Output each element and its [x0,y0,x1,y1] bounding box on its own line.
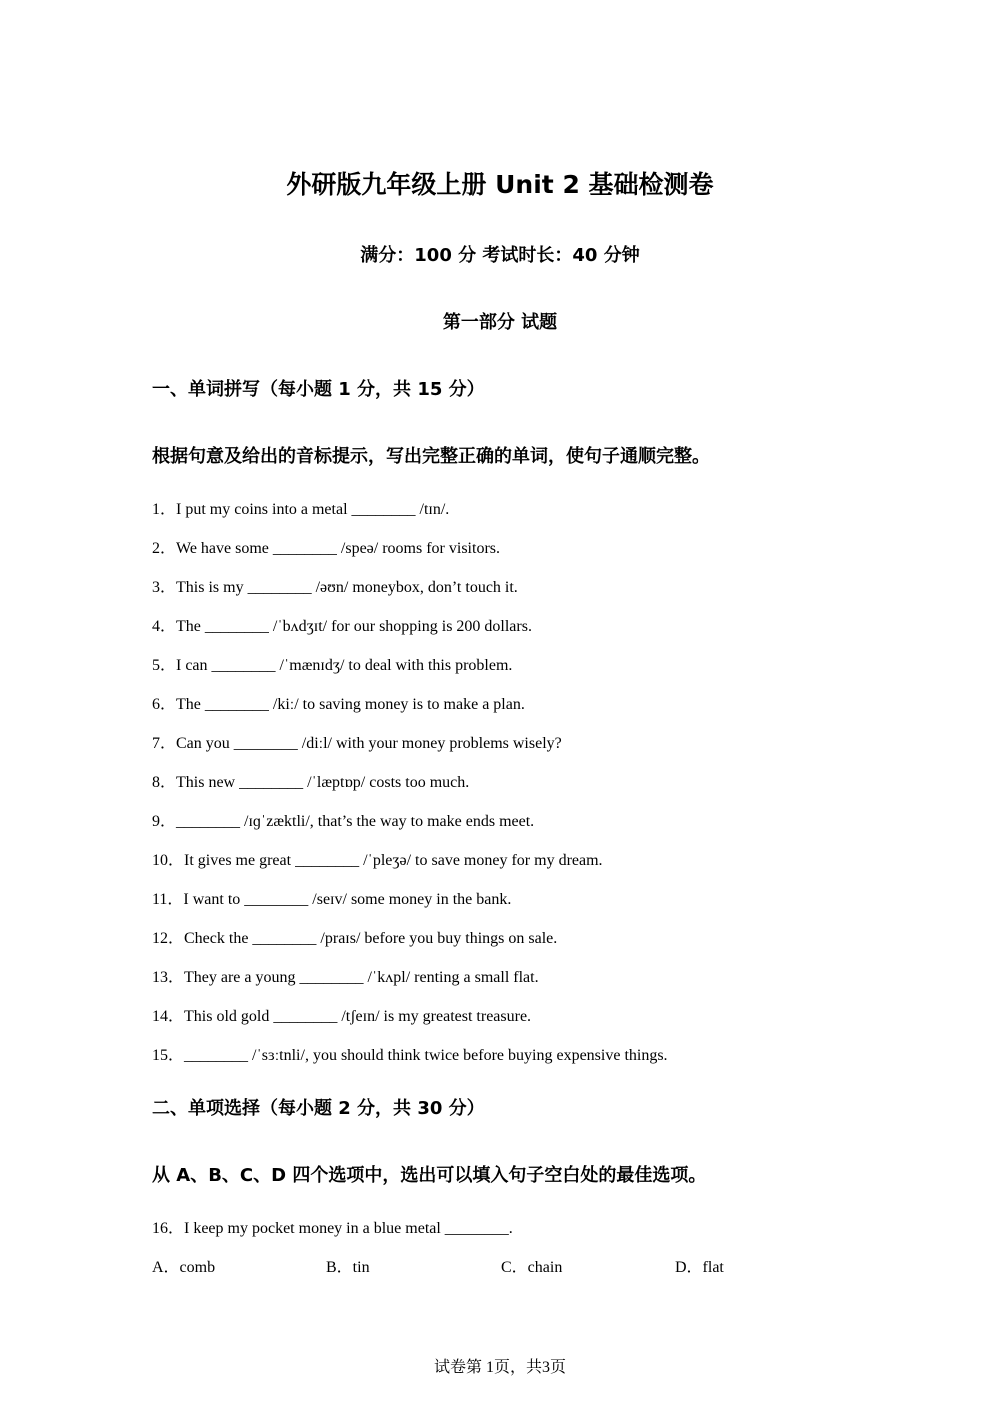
question-13: 13．They are a young ________ /ˈkʌpl/ renting a small flat. [152,969,539,986]
exam-title: 外研版九年级上册 Unit 2 基础检测卷 [286,170,714,199]
option-c: C．chain [501,1259,563,1276]
exam-subtitle: 满分：100 分 考试时长：40 分钟 [360,245,640,266]
part-heading: 第一部分 试题 [442,312,558,333]
option-a: A．comb [152,1259,216,1276]
question-5: 5．I can ________ /ˈmænɪdʒ/ to deal with this problem. [152,657,513,674]
question-15: 15．________ /ˈsɜːtnli/, you should think twice before buying expensive things. [152,1047,668,1064]
question-12: 12．Check the ________ /praɪs/ before you buy things on sale. [152,930,558,947]
section1-question-list [152,498,912,1083]
question-1: 1．I put my coins into a metal ________ /tɪn/. [152,501,450,518]
question-4: 4．The ________ /ˈbʌdʒɪt/ for our shopping is 200 dollars. [152,618,532,635]
section1-instruction: 根据句意及给出的音标提示，写出完整正确的单词，使句子通顺完整。 [152,446,710,467]
question-7: 7．Can you ________ /diːl/ with your money problems wisely? [152,735,562,752]
question-2: 2．We have some ________ /speə/ rooms for visitors. [152,540,500,557]
question-10: 10．It gives me great ________ /ˈpleʒə/ to save money for my dream. [152,852,603,869]
section2-instruction: 从 A、B、C、D 四个选项中，选出可以填入句子空白处的最佳选项。 [152,1165,707,1186]
section2-heading: 二、单项选择（每小题 2 分，共 30 分） [152,1098,485,1119]
question-11: 11．I want to ________ /seɪv/ some money in the bank. [152,891,512,908]
question-16: 16．I keep my pocket money in a blue metal ________. [152,1220,513,1237]
option-b: B．tin [326,1259,370,1276]
question-3: 3．This is my ________ /əʊn/ moneybox, don’t touch it. [152,579,518,596]
question-8: 8．This new ________ /ˈlæptɒp/ costs too much. [152,774,470,791]
section1-heading: 一、单词拼写（每小题 1 分，共 15 分） [152,379,485,400]
question-6: 6．The ________ /kiː/ to saving money is to make a plan. [152,696,525,713]
option-d: D．flat [675,1259,724,1276]
question-16-options [152,1256,912,1280]
question-9: 9．________ /ɪɡˈzæktli/, that’s the way to make ends meet. [152,813,535,830]
page-footer: 试卷第 1页，共3页 [433,1359,566,1376]
question-14: 14．This old gold ________ /tʃeɪn/ is my greatest treasure. [152,1008,532,1025]
